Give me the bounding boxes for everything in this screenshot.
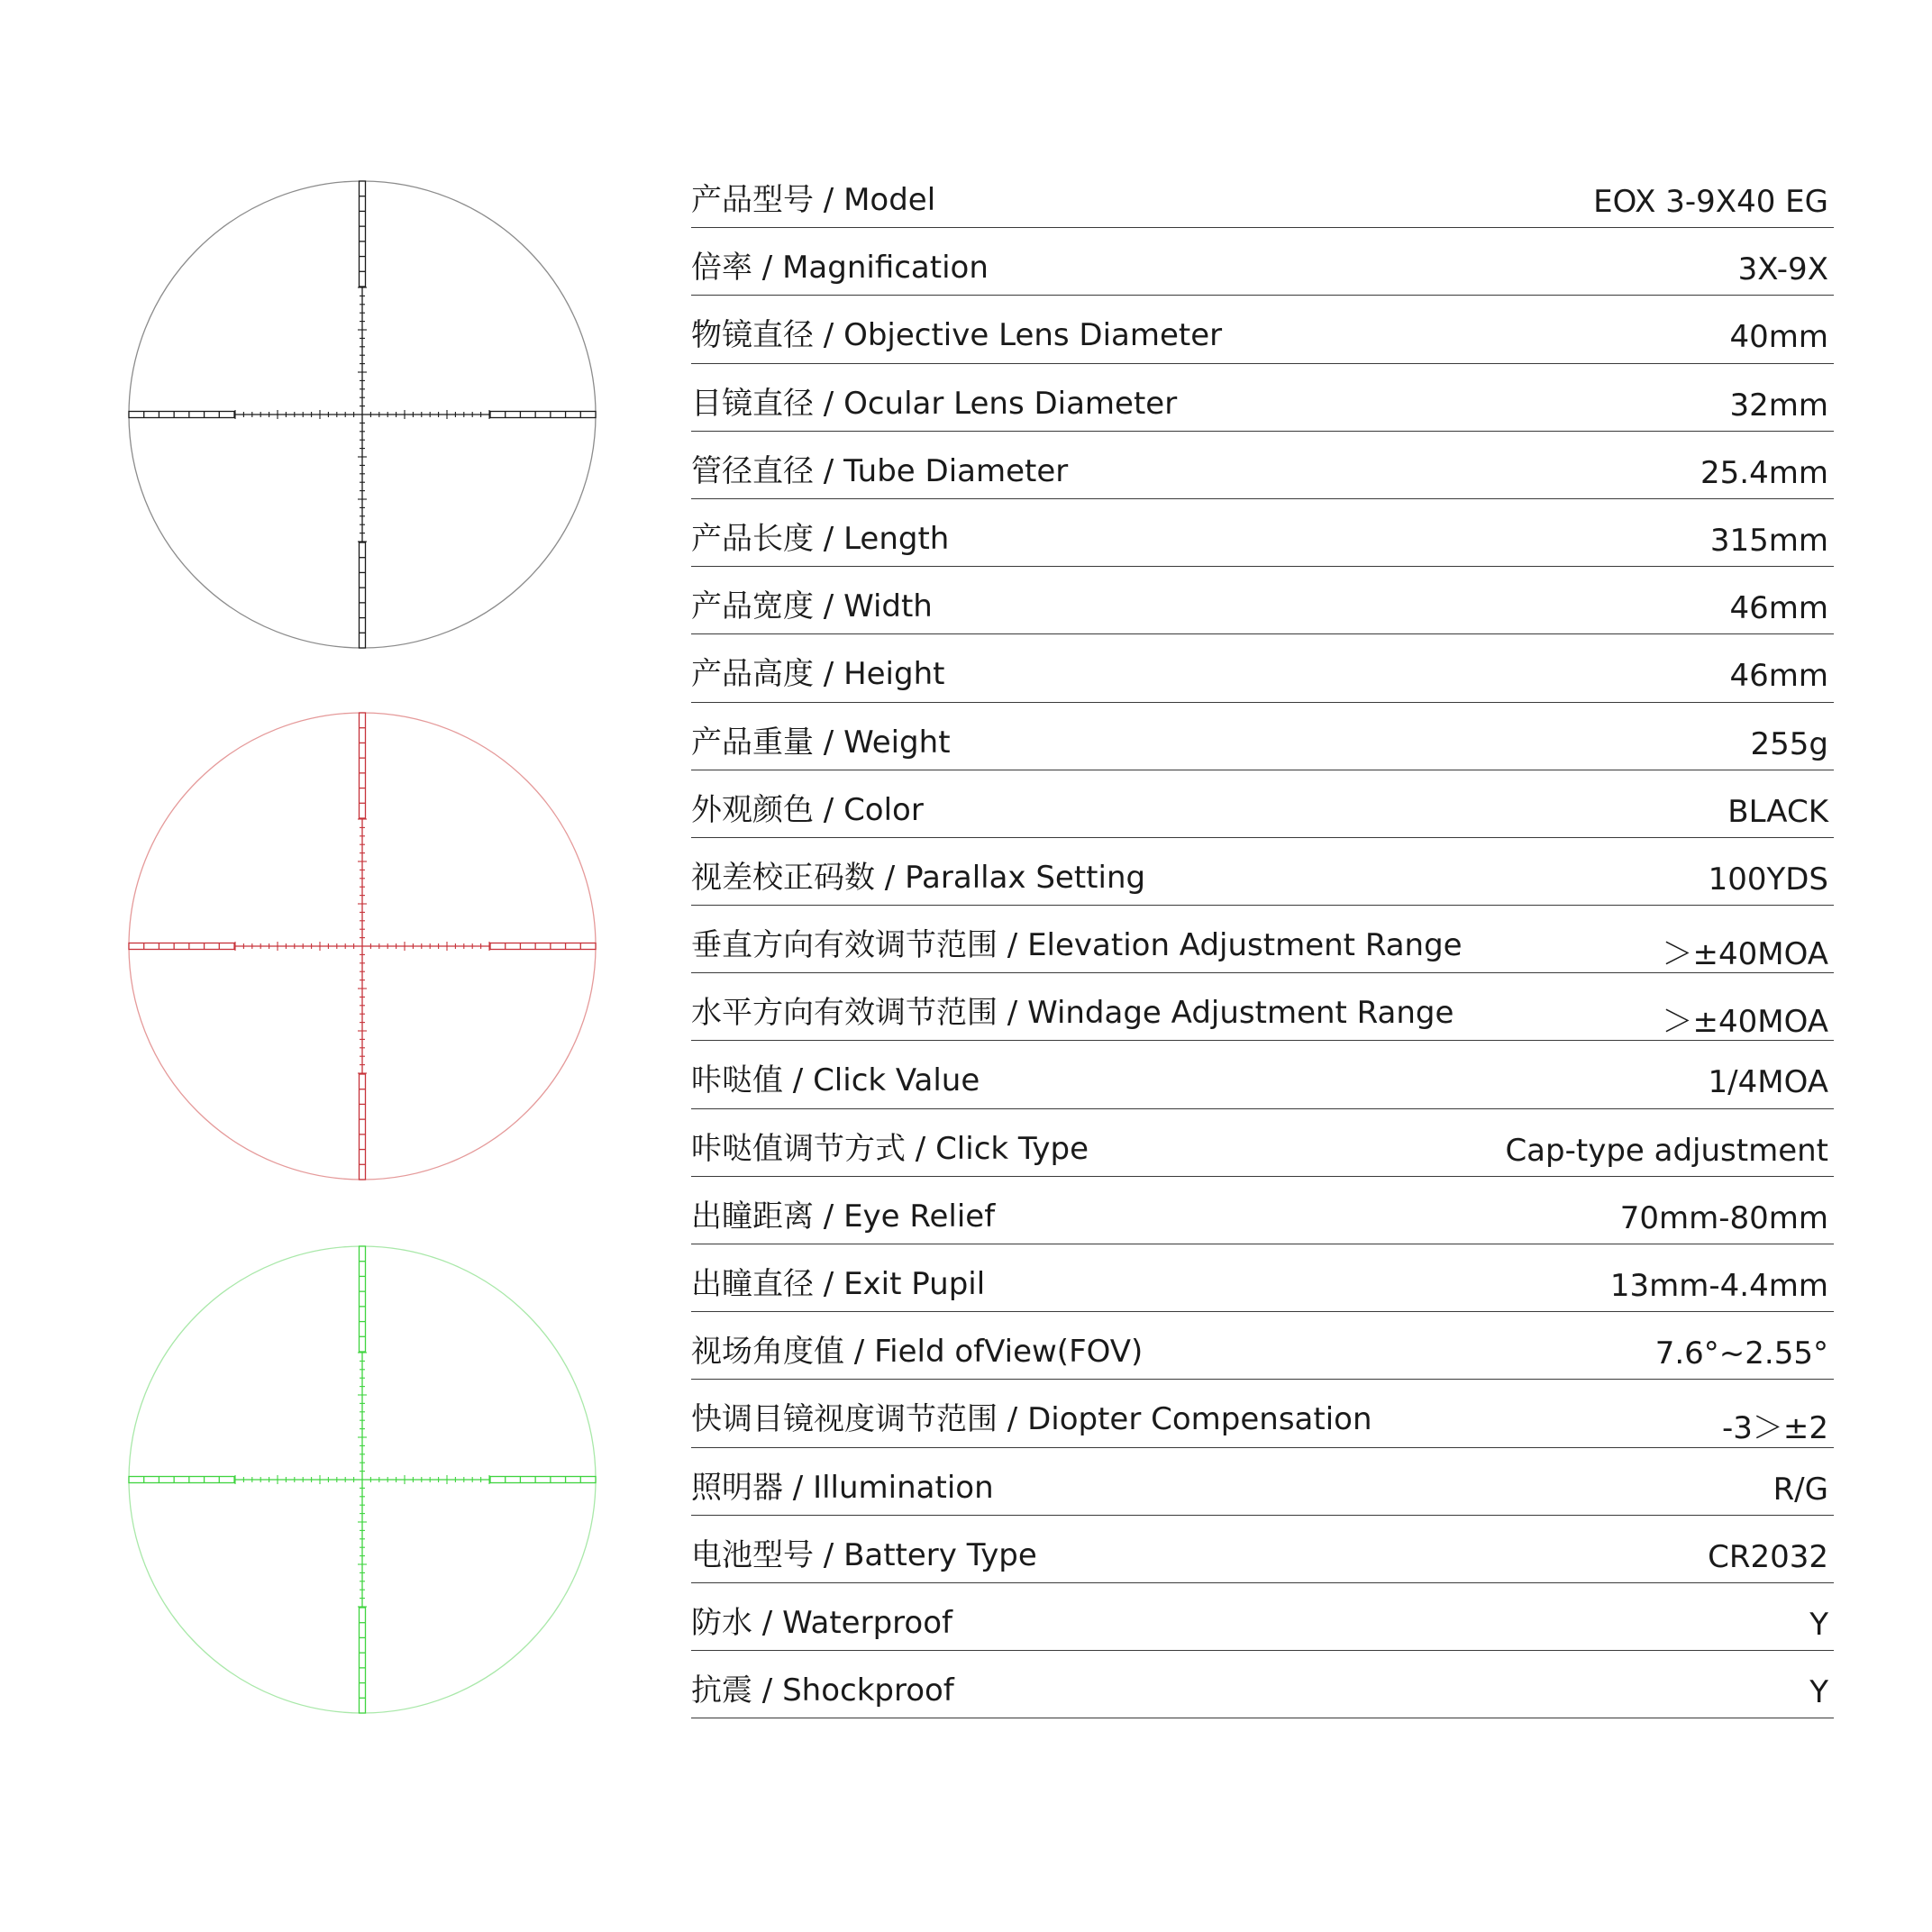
spec-row-model bbox=[691, 160, 1834, 228]
reticle-post bbox=[129, 1477, 234, 1483]
spec-label: 物镜直径 / Objective Lens Diameter bbox=[691, 317, 1223, 354]
spec-label: 咔哒值 / Click Value bbox=[691, 1062, 980, 1099]
spec-row-length bbox=[691, 499, 1834, 567]
spec-value: R/G bbox=[1773, 1471, 1828, 1508]
spec-row-shockproof bbox=[691, 1651, 1834, 1718]
spec-value: 100YDS bbox=[1708, 861, 1828, 898]
reticle-post bbox=[490, 412, 596, 418]
spec-label: 产品宽度 / Width bbox=[691, 588, 933, 625]
spec-value: 40mm bbox=[1729, 319, 1828, 356]
reticle-black-diagram bbox=[126, 178, 598, 651]
spec-value: 25.4mm bbox=[1700, 454, 1828, 491]
reticle-post bbox=[360, 713, 366, 818]
spec-value: 7.6°~2.55° bbox=[1654, 1335, 1828, 1372]
spec-value: 46mm bbox=[1729, 658, 1828, 695]
spec-label: 水平方向有效调节范围 / Windage Adjustment Range bbox=[691, 995, 1454, 1032]
spec-row-weight bbox=[691, 703, 1834, 770]
spec-label: 出瞳距离 / Eye Relief bbox=[691, 1198, 996, 1235]
reticle-svg bbox=[126, 1244, 598, 1716]
reticle-green-diagram bbox=[126, 1244, 598, 1716]
spec-label: 快调目镜视度调节范围 / Diopter Compensation bbox=[691, 1401, 1372, 1438]
spec-value: 70mm-80mm bbox=[1619, 1199, 1828, 1236]
spec-value: 32mm bbox=[1729, 387, 1828, 424]
spec-row-ocular-lens bbox=[691, 364, 1834, 432]
reticle-post bbox=[490, 943, 596, 950]
reticle-post bbox=[360, 1608, 366, 1713]
spec-row-parallax bbox=[691, 838, 1834, 906]
spec-row-exit-pupil bbox=[691, 1244, 1834, 1312]
spec-value: 315mm bbox=[1709, 522, 1828, 559]
spec-label: 产品高度 / Height bbox=[691, 656, 945, 693]
spec-row-battery bbox=[691, 1516, 1834, 1583]
spec-label: 倍率 / Magnification bbox=[691, 250, 989, 287]
spec-row-tube-diameter bbox=[691, 432, 1834, 499]
spec-value: 3X-9X bbox=[1737, 251, 1828, 288]
spec-row-click-value bbox=[691, 1041, 1834, 1108]
spec-label: 电池型号 / Battery Type bbox=[691, 1536, 1037, 1573]
spec-value: 255g bbox=[1750, 725, 1828, 762]
spec-row-click-type bbox=[691, 1109, 1834, 1177]
spec-label: 外观颜色 / Color bbox=[691, 791, 924, 828]
reticle-post bbox=[360, 1246, 366, 1352]
spec-table bbox=[691, 160, 1834, 1718]
spec-value: 1/4MOA bbox=[1708, 1064, 1828, 1101]
reticle-svg bbox=[126, 710, 598, 1182]
spec-label: 垂直方向有效调节范围 / Elevation Adjustment Range bbox=[691, 927, 1463, 964]
spec-row-elevation bbox=[691, 906, 1834, 973]
spec-value: ＞±40MOA bbox=[1662, 1004, 1828, 1041]
reticle-post bbox=[129, 943, 234, 950]
spec-label: 视场角度值 / Field ofView(FOV) bbox=[691, 1334, 1144, 1371]
spec-value: Y bbox=[1809, 1606, 1828, 1643]
spec-label: 管径直径 / Tube Diameter bbox=[691, 452, 1069, 489]
spec-value: Cap-type adjustment bbox=[1505, 1132, 1828, 1169]
spec-label: 出瞳直径 / Exit Pupil bbox=[691, 1266, 986, 1302]
spec-value: 13mm-4.4mm bbox=[1609, 1268, 1828, 1304]
reticle-post bbox=[360, 181, 366, 287]
reticle-post bbox=[360, 1074, 366, 1180]
spec-row-width bbox=[691, 567, 1834, 634]
spec-label: 咔哒值调节方式 / Click Type bbox=[691, 1130, 1089, 1167]
spec-value: 46mm bbox=[1729, 590, 1828, 627]
spec-row-windage bbox=[691, 973, 1834, 1041]
spec-row-objective-lens bbox=[691, 296, 1834, 363]
reticle-svg bbox=[126, 178, 598, 651]
spec-label: 目镜直径 / Ocular Lens Diameter bbox=[691, 385, 1178, 422]
spec-value: CR2032 bbox=[1708, 1538, 1828, 1575]
spec-row-eye-relief bbox=[691, 1177, 1834, 1244]
reticle-post bbox=[490, 1477, 596, 1483]
spec-value: Y bbox=[1809, 1674, 1828, 1711]
spec-label: 抗震 / Shockproof bbox=[691, 1672, 954, 1709]
spec-label: 产品型号 / Model bbox=[691, 182, 936, 218]
reticle-post bbox=[360, 542, 366, 648]
spec-row-color bbox=[691, 770, 1834, 838]
spec-row-height bbox=[691, 634, 1834, 702]
spec-row-diopter bbox=[691, 1380, 1834, 1447]
spec-value: ＞±40MOA bbox=[1662, 936, 1828, 973]
spec-row-illumination bbox=[691, 1448, 1834, 1516]
spec-value: -3＞±2 bbox=[1721, 1410, 1828, 1447]
spec-row-magnification bbox=[691, 228, 1834, 296]
spec-label: 防水 / Waterproof bbox=[691, 1604, 952, 1641]
spec-row-fov bbox=[691, 1312, 1834, 1380]
spec-label: 照明器 / Illumination bbox=[691, 1469, 994, 1506]
reticle-red-diagram bbox=[126, 710, 598, 1182]
reticle-post bbox=[129, 412, 234, 418]
spec-label: 产品长度 / Length bbox=[691, 520, 950, 557]
spec-label: 产品重量 / Weight bbox=[691, 724, 951, 761]
spec-row-waterproof bbox=[691, 1583, 1834, 1651]
spec-label: 视差校正码数 / Parallax Setting bbox=[691, 859, 1146, 896]
spec-value: BLACK bbox=[1727, 793, 1828, 830]
spec-value: EOX 3-9X40 EG bbox=[1593, 184, 1828, 220]
